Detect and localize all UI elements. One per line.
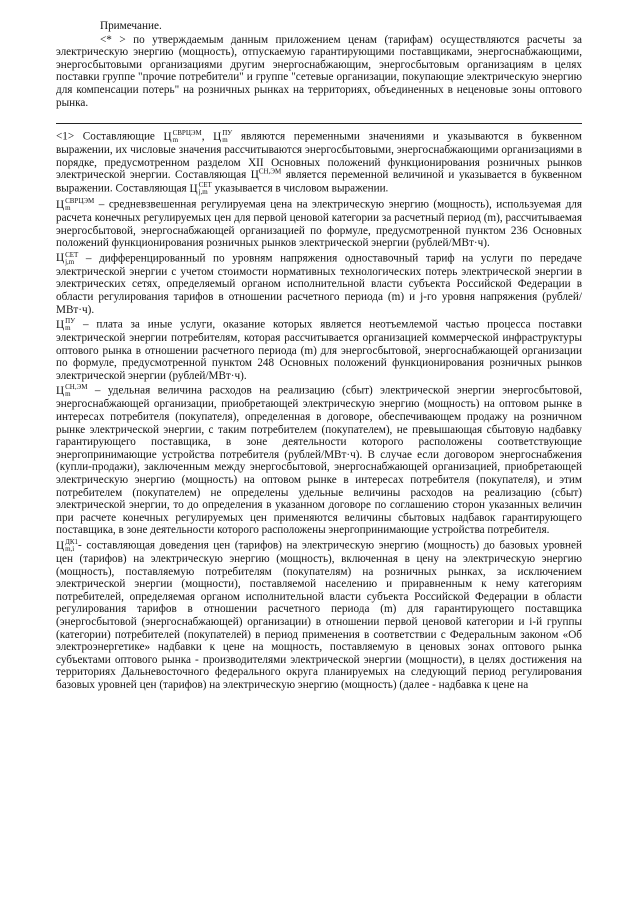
footnote-1: <1> Составляющие Ц СВРЦЭМ m , Ц ПУ m являются переменными значениями и указываются в буквенном выражении, их числовые значения рассчитываются энергосбытовыми, энергоснабжающими организациями в порядке, предусмотренном разделом XII Основных положений функционирования розничных рынков электрической энергии. Составляющая $Ц^{СН,ЭМ}$ является переменной величиной и указывается в буквенном выражении. Составляющая Ц СЕТ j,m указывается в числовом выражении. (56, 129, 583, 196)
footnote-dk1: Ц ДК1 m,i - составляющая доведения цен (тарифов) на электрическую энергию (мощность) до базовых уровней цен (тарифов) на электрическую энергию (мощность), включенная в цену на электрическую энергию (мощность), поставляемую потребителям (покупателям) на розничных рынках, за исключением электрической энергии (мощности), поставляемой населению и приравненным к нему категориям потребителей, определяемая органом исполнительной власти субъекта Российской Федерации в области регулирования тарифов в отношении расчетного периода (m) для гарантирующего поставщика (энергосбытовой (энергоснабжающей) организации) в отношении первой ценовой категории и i-й группы (категории) потребителей (покупателей) в период применения в соответствии с Федеральным законом «Об электроэнергетике» надбавки к цене на мощность, поставляемую в ценовых зонах оптового рынка субъектами оптового рынка - производителями электрической энергии (мощности), в целях достижения на территориях Дальневосточного федерального округа планируемых на следующий период регулирования базовых уровней цен (тарифов) на электрическую энергию (мощность) (далее - надбавка к цене на (56, 538, 582, 691)
note-title: Примечание. (100, 20, 162, 32)
symbol-c-set: Ц СЕТ j,m (189, 180, 212, 196)
symbol-c-svrcem: Ц СВРЦЭМ m (163, 129, 202, 145)
document-page (56, 20, 582, 694)
footnote-sn-em: Ц СН,ЭМ m – удельная величина расходов на реализацию (сбыт) электрической энергии энергосбытовой, энергоснабжающей организации, приобретающей электрическую энергию (мощность) на оптовом рынке в интересах потребителя (покупателя), определенная в договоре, обеспечивающем продажу на розничном рынке электрической энергии, с таким потребителем (покупателем), не превышающая сбытовую надбавку гарантирующего поставщика, в зоне деятельности которого расположены соответствующие энергопринимающие устройства потребителя (рублей/МВт·ч). В случае если договором энергоснабжения (купли-продажи), заключенным между энергосбытовой, энергоснабжающей организацией, приобретающей электрическую энергию (мощность) на оптовом рынке в интересах потребителя (покупателя), и этим потребителем (покупателем) не определены удельные величины расходов на реализацию (сбыт) электрической энергии, то до определения в указанном договоре по соглашению сторон указанных величин при расчете конечных регулируемых цен применяются величины сбытовых надбавок гарантирующего поставщика, в зоне деятельности которого расположены энергопринимающие устройства потребителя. (56, 383, 582, 537)
symbol-c-set: Ц СЕТ j,m (56, 250, 79, 266)
footnote-svrcem: Ц СВРЦЭМ m – средневзвешенная регулируемая цена на электрическую энергию (мощность), используемая для расчета конечных регулируемых цен для первой ценовой категории за расчетный период (m), рассчитываемая энергосбытовой, энергоснабжающей организацией по формуле, предусмотренной пунктом 236 Основных положений функционирования розничных рынков электрической энергии (рублей/МВт·ч). (56, 196, 582, 250)
note-text: <* > по утверждаемым данным приложением ценам (тарифам) осуществляются расчеты за электрическую энергию (мощность), отпускаемую гарантирующими поставщиками, энергоснабжающими, энергосбытовыми организациями другим энергоснабжающим, энергосбытовым организациям в целях поставки группе "прочие потребители" и группе "сетевые организации, покупающие электрическую энергию для компенсации потерь" на розничных рынках на территориях, объединенных в неценовые зоны оптового рынка. (56, 33, 582, 109)
symbol-c-pu: Ц ПУ m (213, 129, 233, 145)
footnote-divider (56, 123, 582, 124)
symbol-c-pu: Ц ПУ m (56, 317, 76, 333)
symbol-c-sn-em: Ц СН,ЭМ m (56, 383, 88, 399)
footnote-pu: Ц ПУ m – плата за иные услуги, оказание которых является неотъемлемой частью процесса поставки электрической энергии потребителям, которая рассчитывается организацией коммерческой инфраструктуры оптового рынка в отношении расчетного периода (m) для энергосбытовой, энергоснабжающей организации по формуле, предусмотренной пунктом 248 Основных положений функционирования розничных рынков электрической энергии (рублей/МВт·ч). (56, 317, 582, 382)
footnote-set: Ц СЕТ j,m – дифференцированный по уровням напряжения одноставочный тариф на услуги по передаче электрической энергии с учетом стоимости нормативных технологических потерь электрической энергии в электрических сетях, определяемый органом исполнительной власти субъекта Российской Федерации в области регулирования тарифов в отношении расчетного периода (m) и j-го уровня напряжения (рублей/МВт·ч). (56, 250, 582, 316)
symbol-c-svrcem: Ц СВРЦЭМ m (56, 196, 95, 212)
symbol-c-dk1: Ц ДК1 m,i (56, 538, 79, 553)
symbol-c-sn-em: $Ц^{СН,ЭМ}$ (250, 167, 282, 182)
